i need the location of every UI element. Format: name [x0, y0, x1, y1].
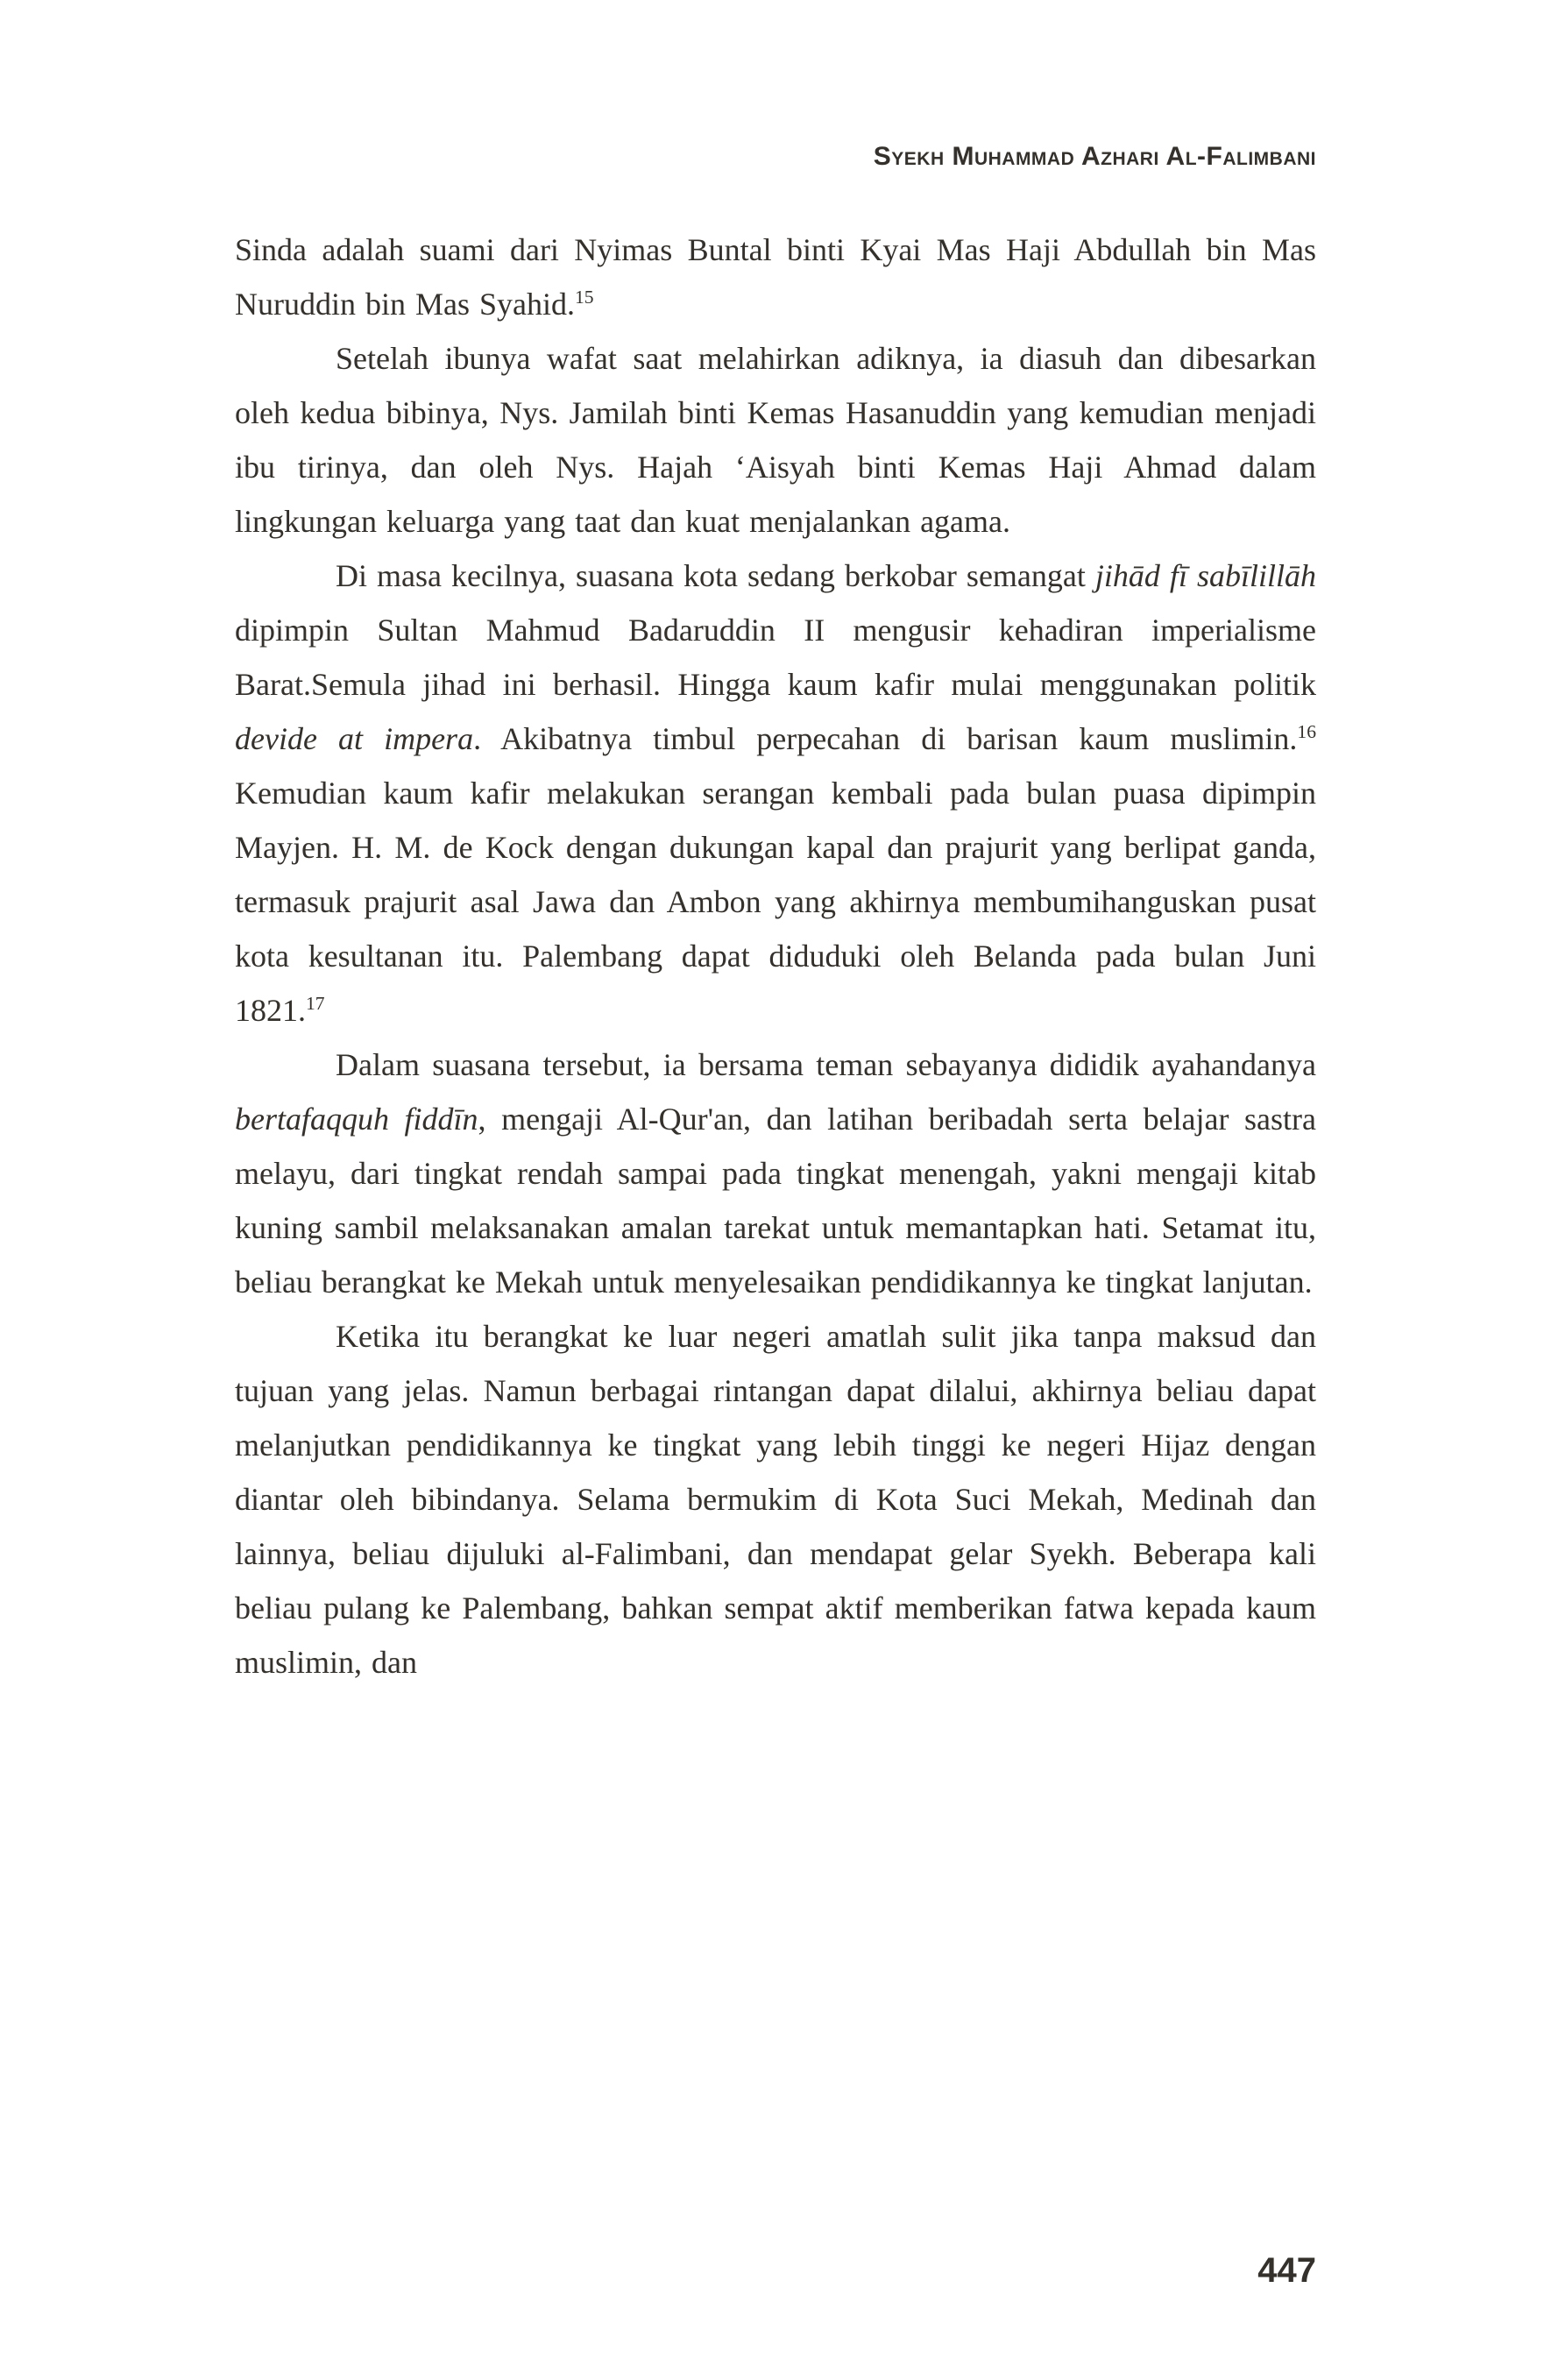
running-head: Syekh Muhammad Azhari Al-Falimbani	[873, 142, 1316, 171]
text-run: Sinda adalah suami dari Nyimas Buntal binti Kyai Mas Haji Abdullah bin Mas Nuruddin bin Mas Syahid.	[235, 232, 1316, 322]
text-run: Dalam suasana tersebut, ia bersama teman sebayanya dididik ayahandanya	[336, 1047, 1316, 1082]
paragraph	[235, 1038, 1316, 1309]
footnote-ref: 17	[306, 993, 325, 1014]
text-run: , mengaji Al-Qur'an, dan latihan beribadah serta belajar sastra melayu, dari tingkat rendah sampai pada tingkat menengah, yakni mengaji kitab kuning sambil melaksanakan amalan tarekat untuk memantapkan hati. Setamat itu, beliau berangkat ke Mekah untuk menyelesaikan pendidikannya ke tingkat lanjutan.	[235, 1101, 1317, 1300]
text-run: Setelah ibunya wafat saat melahirkan adiknya, ia diasuh dan dibesarkan oleh kedua bibinya, Nys. Jamilah binti Kemas Hasanuddin yang kemudian menjadi ibu tirinya, dan oleh Nys. Hajah ‘Aisyah binti Kemas Haji Ahmad dalam lingkungan keluarga yang taat dan kuat menjalankan agama.	[235, 341, 1316, 539]
paragraph	[235, 331, 1316, 549]
footnote-ref: 15	[575, 287, 594, 308]
text-column	[235, 0, 1316, 1689]
italic-phrase: bertafaqquh fiddīn	[235, 1101, 478, 1137]
text-run: . Akibatnya timbul perpecahan di barisan kaum muslimin.	[473, 721, 1298, 756]
paragraph	[235, 223, 1316, 331]
italic-phrase: devide at impera	[235, 721, 474, 756]
text-run: Ketika itu berangkat ke luar negeri amatlah sulit jika tanpa maksud dan tujuan yang jelas. Namun berbagai rintangan dapat dilalui, akhirnya beliau dapat melanjutkan pendidikannya ke tingkat yang lebih tinggi ke negeri Hijaz dengan diantar oleh bibindanya. Selama bermukim di Kota Suci Mekah, Medinah dan lainnya, beliau dijuluki al-Falimbani, dan mendapat gelar Syekh. Beberapa kali beliau pulang ke Palembang, bahkan sempat aktif memberikan fatwa kepada kaum muslimin, dan	[235, 1319, 1316, 1680]
footnote-ref: 16	[1297, 721, 1316, 742]
body-text	[235, 223, 1316, 1689]
text-run: Di masa kecilnya, suasana kota sedang berkobar semangat	[336, 558, 1095, 593]
text-run: dipimpin Sultan Mahmud Badaruddin II mengusir kehadiran imperialisme Barat.Semula jihad ini berhasil. Hingga kaum kafir mulai menggunakan politik	[235, 613, 1316, 702]
italic-phrase: jihād fī sabīlillāh	[1094, 558, 1316, 593]
text-run: Kemudian kaum kafir melakukan serangan kembali pada bulan puasa dipimpin Mayjen. H. M. de Kock dengan dukungan kapal dan prajurit yang berlipat ganda, termasuk prajurit asal Jawa dan Ambon yang akhirnya membumihanguskan pusat kota kesultanan itu. Palembang dapat diduduki oleh Belanda pada bulan Juni 1821.	[235, 776, 1316, 1028]
paragraph	[235, 1309, 1316, 1689]
paragraph	[235, 549, 1316, 1038]
page-number: 447	[1257, 2251, 1316, 2290]
